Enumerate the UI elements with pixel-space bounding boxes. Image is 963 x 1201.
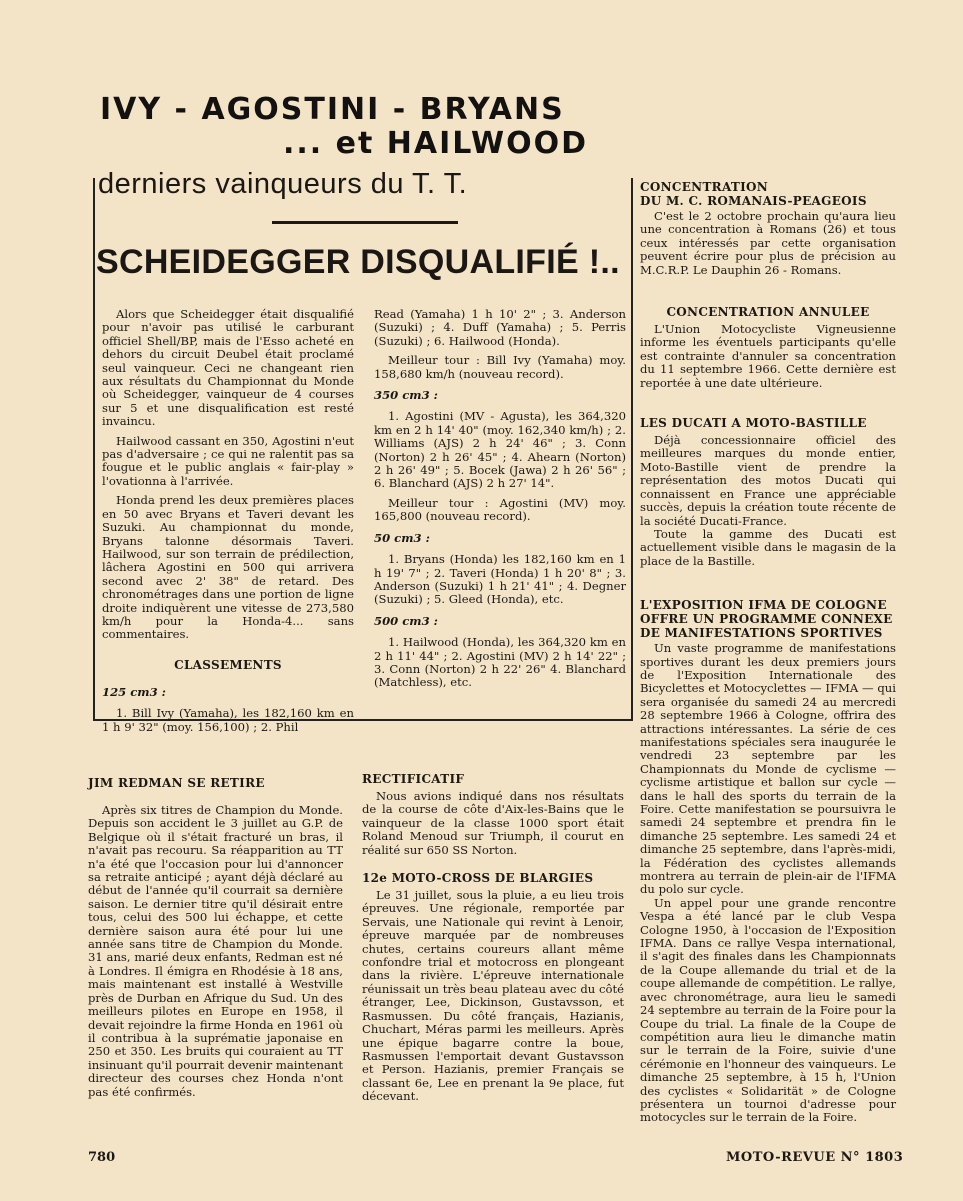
ducati-text-2: Toute la gamme des Ducati est actuellement visible dans le magasin de la place de la Bastille. — [640, 526, 896, 568]
class125-results-cont: Read (Yamaha) 1 h 10' 2" ; 3. Anderson (Suzuki) ; 4. Duff (Yamaha) ; 5. Perris (Suzuki) ; 6. Hailwood (Honda). — [374, 307, 626, 348]
article-paragraph: Hailwood cassant en 350, Agostini n'eut pas d'adversaire ; ce qui ne ralentit pas sa fougue et le public anglais « fair-play » l'ovationna à l'arrivée. — [102, 433, 354, 488]
class500-results: 1. Hailwood (Honda), les 364,320 km en 2 h 11' 44" ; 2. Agostini (MV) 2 h 14' 22" ; 3. Conn (Norton) 2 h 22' 26" 4. Blanchard (Matchless), etc. — [374, 635, 626, 690]
class125-best-lap: Meilleur tour : Bill Ivy (Yamaha) moy. 158,680 km/h (nouveau record). — [374, 353, 626, 381]
class350-results: 1. Agostini (MV - Agusta), les 364,320 km en 2 h 14' 40" (moy. 162,340 km/h) ; 2. Williams (AJS) 2 h 24' 46" ; 3. Conn (Norton) 2 h 26' 45" ; 4. Ahearn (Norton) 2 h 26' 49" ; 5. Bocek (Jawa) 2 h 26' 56" ; 6. Blanchard (AJS) 2 h 27' 14". — [374, 409, 626, 491]
article-paragraph: Alors que Scheidegger était disqualifié pour n'avoir pas utilisé le carburant officiel Shell/BP, mais de l'Esso acheté en dehors du circuit Deubel était proclamé seul vainqueur. Ceci ne changeant rien aux résultats du Championnat du Monde où Scheidegger, vainqueur de 4 courses sur 5 et une disqualification est resté invaincu. — [102, 307, 354, 429]
article-box-left-border — [93, 178, 95, 721]
magazine-footer: MOTO-REVUE N° 1803 — [726, 1150, 904, 1165]
ifma-text-2: Un appel pour une grande rencontre Vespa a été lancé par le club Vespa Cologne 1950, à l'occasion de l'Exposition IFMA. Dans ce rallye Vespa international, il s'agit des finales dans les Championnats de la Coupe allemande du trial et de la coupe allemande de compétition. Le rallye, avec chronométrage, aura lieu le samedi 24 septembre au terrain de la Foire pour la Coupe du trial. La finale de la Coupe de compétition aura lieu le dimanche matin sur le terrain de la Foire, suivie d'une cérémonie en l'honneur des vainqueurs. Le dimanche 25 septembre, à 15 h, l'Union des cyclistes « Solidarität » de Cologne présentera un tournoi d'adresse pour motocycles sur le terrain de la Foire. — [640, 895, 896, 1125]
redman-title: JIM REDMAN SE RETIRE — [88, 776, 265, 790]
class350-best-lap: Meilleur tour : Agostini (MV) moy. 165,800 (nouveau record). — [374, 495, 626, 524]
redman-text: Après six titres de Champion du Monde. Depuis son accident le 3 juillet au G.P. de Belgique où il s'était fracturé un bras, il n'avait pas recouru. Sa réapparition au TT n'a été que l'occasion pour lui d'annoncer sa retraite anticipé ; ayant déjà déclaré au début de l'année qu'il courrait sa dernière saison. Le dernier titre qu'il désirait entre tous, celui des 500 lui échappe, et cette dernière saison aura été pour lui une année sans titre de Champion du Monde. 31 ans, marié deux enfants, Redman est né à Londres. Il émigra en Rhodésie à 18 ans, mais maintenant est installé à Westville près de Durban en Afrique du Sud. Un des meilleurs pilotes en Europe en 1958, il devait rejoindre la firme Honda en 1961 où il contribua à la suprématie japonaise en 250 et 350. Les bruits qui couraient au TT insinuant qu'il pourrait devenir maintenant directeur des courses chez Honda n'ont pas été confirmés. — [88, 803, 343, 1099]
annulee-title: CONCENTRATION ANNULEE — [666, 305, 870, 320]
ducati-text-1: Déjà concessionnaire officiel des meilleures marques du monde entier, Moto-Bastille vient de prendre la représentation des motos Ducati qui connaissent en France une appréciable succès, depuis la création toute récente de la société Ducati-France. — [640, 433, 896, 528]
article-paragraph: Honda prend les deux premières places en 50 avec Bryans et Taveri devant les Suzuki. Au championnat du monde, Bryans talonne désormais Taveri. Hailwood, sur son terrain de prédilection, lâchera Agostini en 500 qui arrivera second avec 2' 38" de retard. Des chronométrages dans une portion de ligne droite indiquèrent une vitesse de 273,580 km/h pour la Honda-4... sans commentaires. — [102, 493, 354, 642]
class50-title: 50 cm3 : — [374, 530, 430, 545]
classements-title: CLASSEMENTS — [174, 657, 282, 672]
ifma-text-1: Un vaste programme de manifestations sportives durant les deux premiers jours de l'Exposition Internationale des Bicyclettes et Motocyclettes — IFMA — qui sera organisée du samedi 24 au mercredi 28 septembre 1966 à Cologne, offrira des attractions intéressantes. La série de ces manifestations spéciales sera inaugurée le vendredi 23 septembre par les Championnats du Monde de cyclisme — cyclisme artistique et ballon sur cycle — dans le hall des sports du terrain de la Foire. Cette manifestation se poursuivra le samedi 24 septembre et prendra fin le dimanche 25 septembre. Les samedi 24 et dimanche 25 septembre, dans l'après-midi, la Fédération des cyclistes allemands montrera au terrain de plein-air de l'IFMA du polo sur cycle. — [640, 641, 896, 897]
headline-line2: ... et HAILWOOD — [283, 126, 589, 161]
article-column-1 — [102, 308, 354, 740]
concentration-text: C'est le 2 octobre prochain qu'aura lieu une concentration à Romans (26) et tous ceux intéressés par cette organisation peuvent écrire pour plus de précision au M.C.R.P. Le Dauphin 26 - Romans. — [640, 209, 896, 277]
annulee-text: L'Union Motocycliste Vigneusienne informe les éventuels participants qu'elle est contrainte d'annuler sa concentration du 11 septembre 1966. Cette dernière est reportée à une date ultérieure. — [640, 322, 896, 390]
ifma-title-2: OFFRE UN PROGRAMME CONNEXE — [640, 612, 893, 627]
rectificatif-title: RECTIFICATIF — [362, 772, 465, 786]
concentration-title-1: CONCENTRATION — [640, 180, 769, 194]
headline-rule — [272, 221, 458, 224]
class125-results: 1. Bill Ivy (Yamaha), les 182,160 km en 1 h 9' 32" (moy. 156,100) ; 2. Phil — [102, 706, 354, 734]
blargies-title: 12e MOTO-CROSS DE BLARGIES — [362, 871, 594, 886]
class125-title: 125 cm3 : — [102, 684, 166, 699]
article-column-2 — [374, 308, 626, 696]
headline-main: SCHEIDEGGER DISQUALIFIÉ !.. — [96, 243, 620, 281]
headline-subtitle: derniers vainqueurs du T. T. — [98, 168, 468, 200]
headline-line1: IVY - AGOSTINI - BRYANS — [100, 92, 565, 127]
article-box-right-border — [631, 178, 633, 721]
ifma-title-1: L'EXPOSITION IFMA DE COLOGNE — [640, 598, 887, 613]
ifma-title-3: DE MANIFESTATIONS SPORTIVES — [640, 626, 883, 641]
sidebar-column — [640, 180, 896, 1131]
class50-results: 1. Bryans (Honda) les 182,160 km en 1 h 19' 7" ; 2. Taveri (Honda) 1 h 20' 8" ; 3. Anderson (Suzuki) 1 h 21' 41" ; 4. Degner (Suzuki) ; 5. Gleed (Honda), etc. — [374, 552, 626, 607]
class350-title: 350 cm3 : — [374, 388, 438, 403]
rectificatif-text: Nous avions indiqué dans nos résultats de la course de côte d'Aix-les-Bains que le vainqueur de la classe 1000 sport était Roland Menoud sur Triumph, il courut en réalité sur 650 SS Norton. — [362, 789, 624, 857]
concentration-title-2: DU M. C. ROMANAIS-PEAGEOIS — [640, 194, 867, 208]
class500-title: 500 cm3 : — [374, 613, 438, 628]
page-number: 780 — [88, 1150, 116, 1165]
ducati-title: LES DUCATI A MOTO-BASTILLE — [640, 416, 867, 431]
redman-column — [88, 768, 343, 1105]
blargies-text: Le 31 juillet, sous la pluie, a eu lieu trois épreuves. Une régionale, remportée par Servais, une Nationale qui revint à Lenoir, épreuve marquée par de nombreuses chutes, certains coureurs allant même confondre trial et motocross en plongeant dans la rivière. L'épreuve internationale réunissait un très beau plateau avec du côté étranger, Lee, Dickinson, Gustavsson, et Rasmussen. Du côté français, Hazianis, Chuchart, Méras parmi les meilleurs. Après une épique bagarre contre la boue, Rasmussen l'emportait devant Gustavsson et Person. Hazianis, premier Français se classant 6e, Lee en prenant la 9e place, fut décevant. — [362, 888, 624, 1104]
middle-column — [362, 772, 624, 1110]
